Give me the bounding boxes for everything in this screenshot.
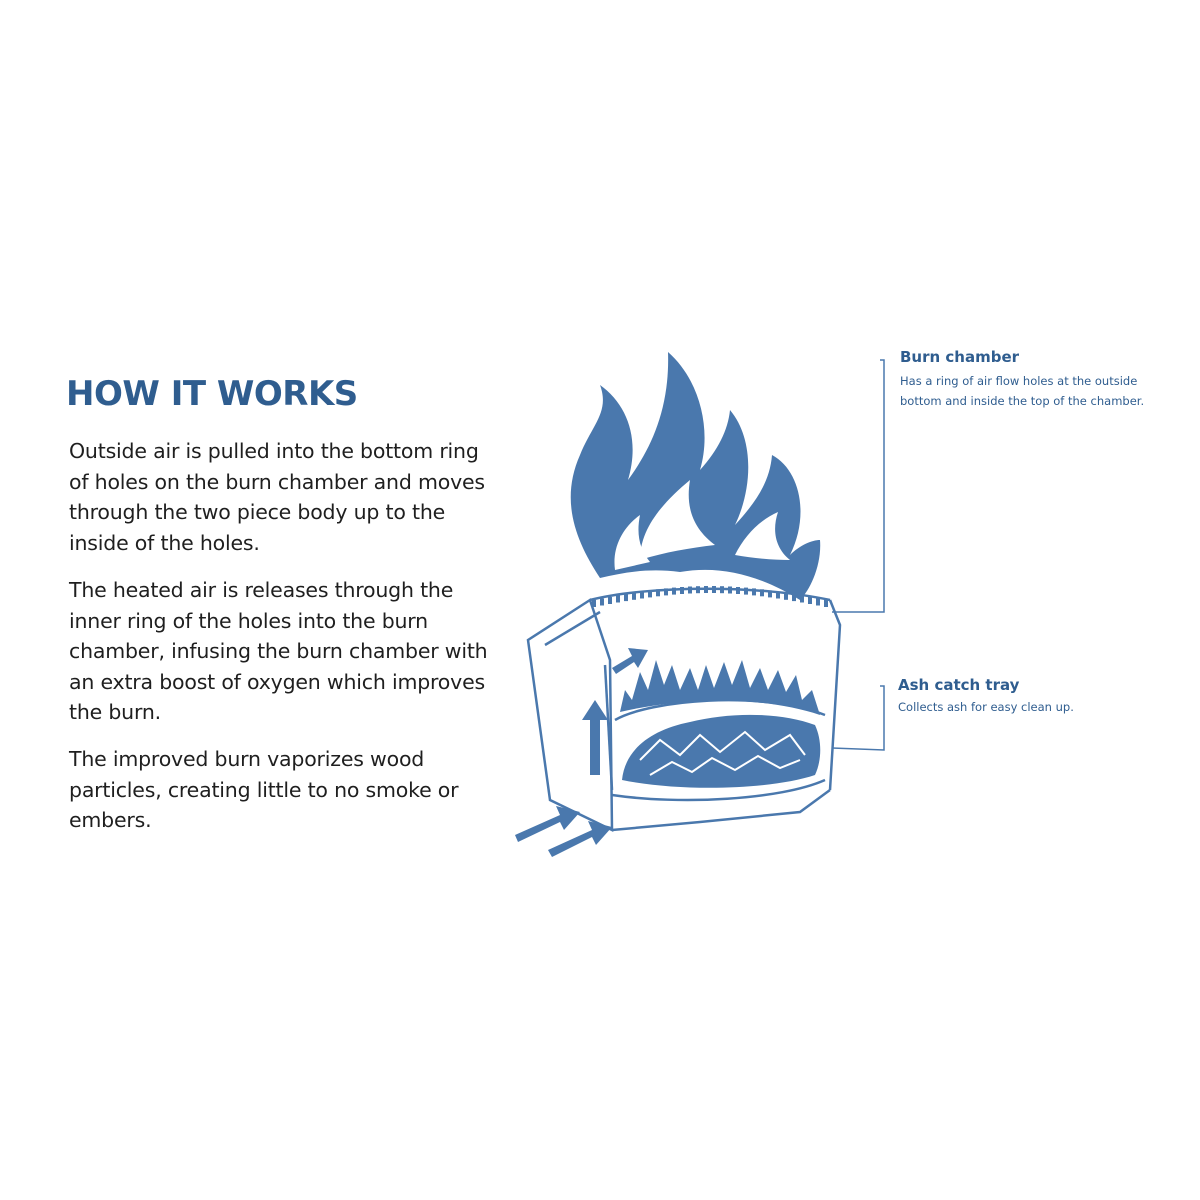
callout-burn-chamber-description: Has a ring of air flow holes at the outside bottom and inside the top of the chamber. <box>900 374 1145 408</box>
air-flow-hole <box>672 588 676 595</box>
air-flow-hole <box>712 586 716 593</box>
paragraph-improved-burn: The improved burn vaporizes wood particles, creating little to no smoke or embers. <box>69 747 459 832</box>
air-flow-hole <box>688 587 692 594</box>
callout-ash-tray-title: Ash catch tray <box>898 676 1020 694</box>
air-flow-hole <box>752 588 756 595</box>
wood-pile <box>622 715 820 788</box>
air-flow-hole <box>608 597 612 604</box>
air-flow-hole <box>704 586 708 593</box>
air-flow-hole <box>808 597 812 604</box>
air-flow-hole <box>784 593 788 600</box>
air-flow-hole <box>664 588 668 595</box>
air-flow-hole <box>760 589 764 596</box>
air-flow-hole <box>632 593 636 600</box>
flame-icon <box>571 352 820 600</box>
air-flow-hole <box>640 592 644 599</box>
callout-leaders <box>832 360 884 750</box>
paragraph-airflow: Outside air is pulled into the bottom ring of holes on the burn chamber and moves through the two piece body up to the inside of the holes. <box>69 439 485 555</box>
callout-ash-tray-description: Collects ash for easy clean up. <box>898 700 1074 714</box>
airflow-arrow-icon <box>515 648 648 857</box>
air-flow-hole <box>648 590 652 597</box>
air-flow-hole <box>600 599 604 606</box>
fire-pit-icon <box>528 589 840 830</box>
air-flow-hole <box>736 587 740 594</box>
air-flow-hole <box>800 596 804 603</box>
air-flow-hole <box>824 600 828 607</box>
air-flow-hole <box>592 600 596 607</box>
air-flow-hole <box>624 594 628 601</box>
air-flow-hole <box>656 589 660 596</box>
air-flow-hole <box>720 586 724 593</box>
air-flow-hole <box>728 587 732 594</box>
paragraph-heated-air: The heated air is releases through the inner ring of the holes into the burn chamber, infusing the burn chamber with an extra boost of oxygen which improves the burn. <box>69 578 488 724</box>
air-flow-hole <box>744 588 748 595</box>
callout-burn-chamber-title: Burn chamber <box>900 348 1020 366</box>
page-title: HOW IT WORKS <box>66 374 358 414</box>
air-flow-hole <box>768 590 772 597</box>
air-flow-hole <box>616 596 620 603</box>
air-flow-hole <box>680 587 684 594</box>
air-flow-hole <box>696 586 700 593</box>
air-flow-hole <box>776 592 780 599</box>
air-flow-hole <box>792 594 796 601</box>
air-flow-hole <box>816 599 820 606</box>
